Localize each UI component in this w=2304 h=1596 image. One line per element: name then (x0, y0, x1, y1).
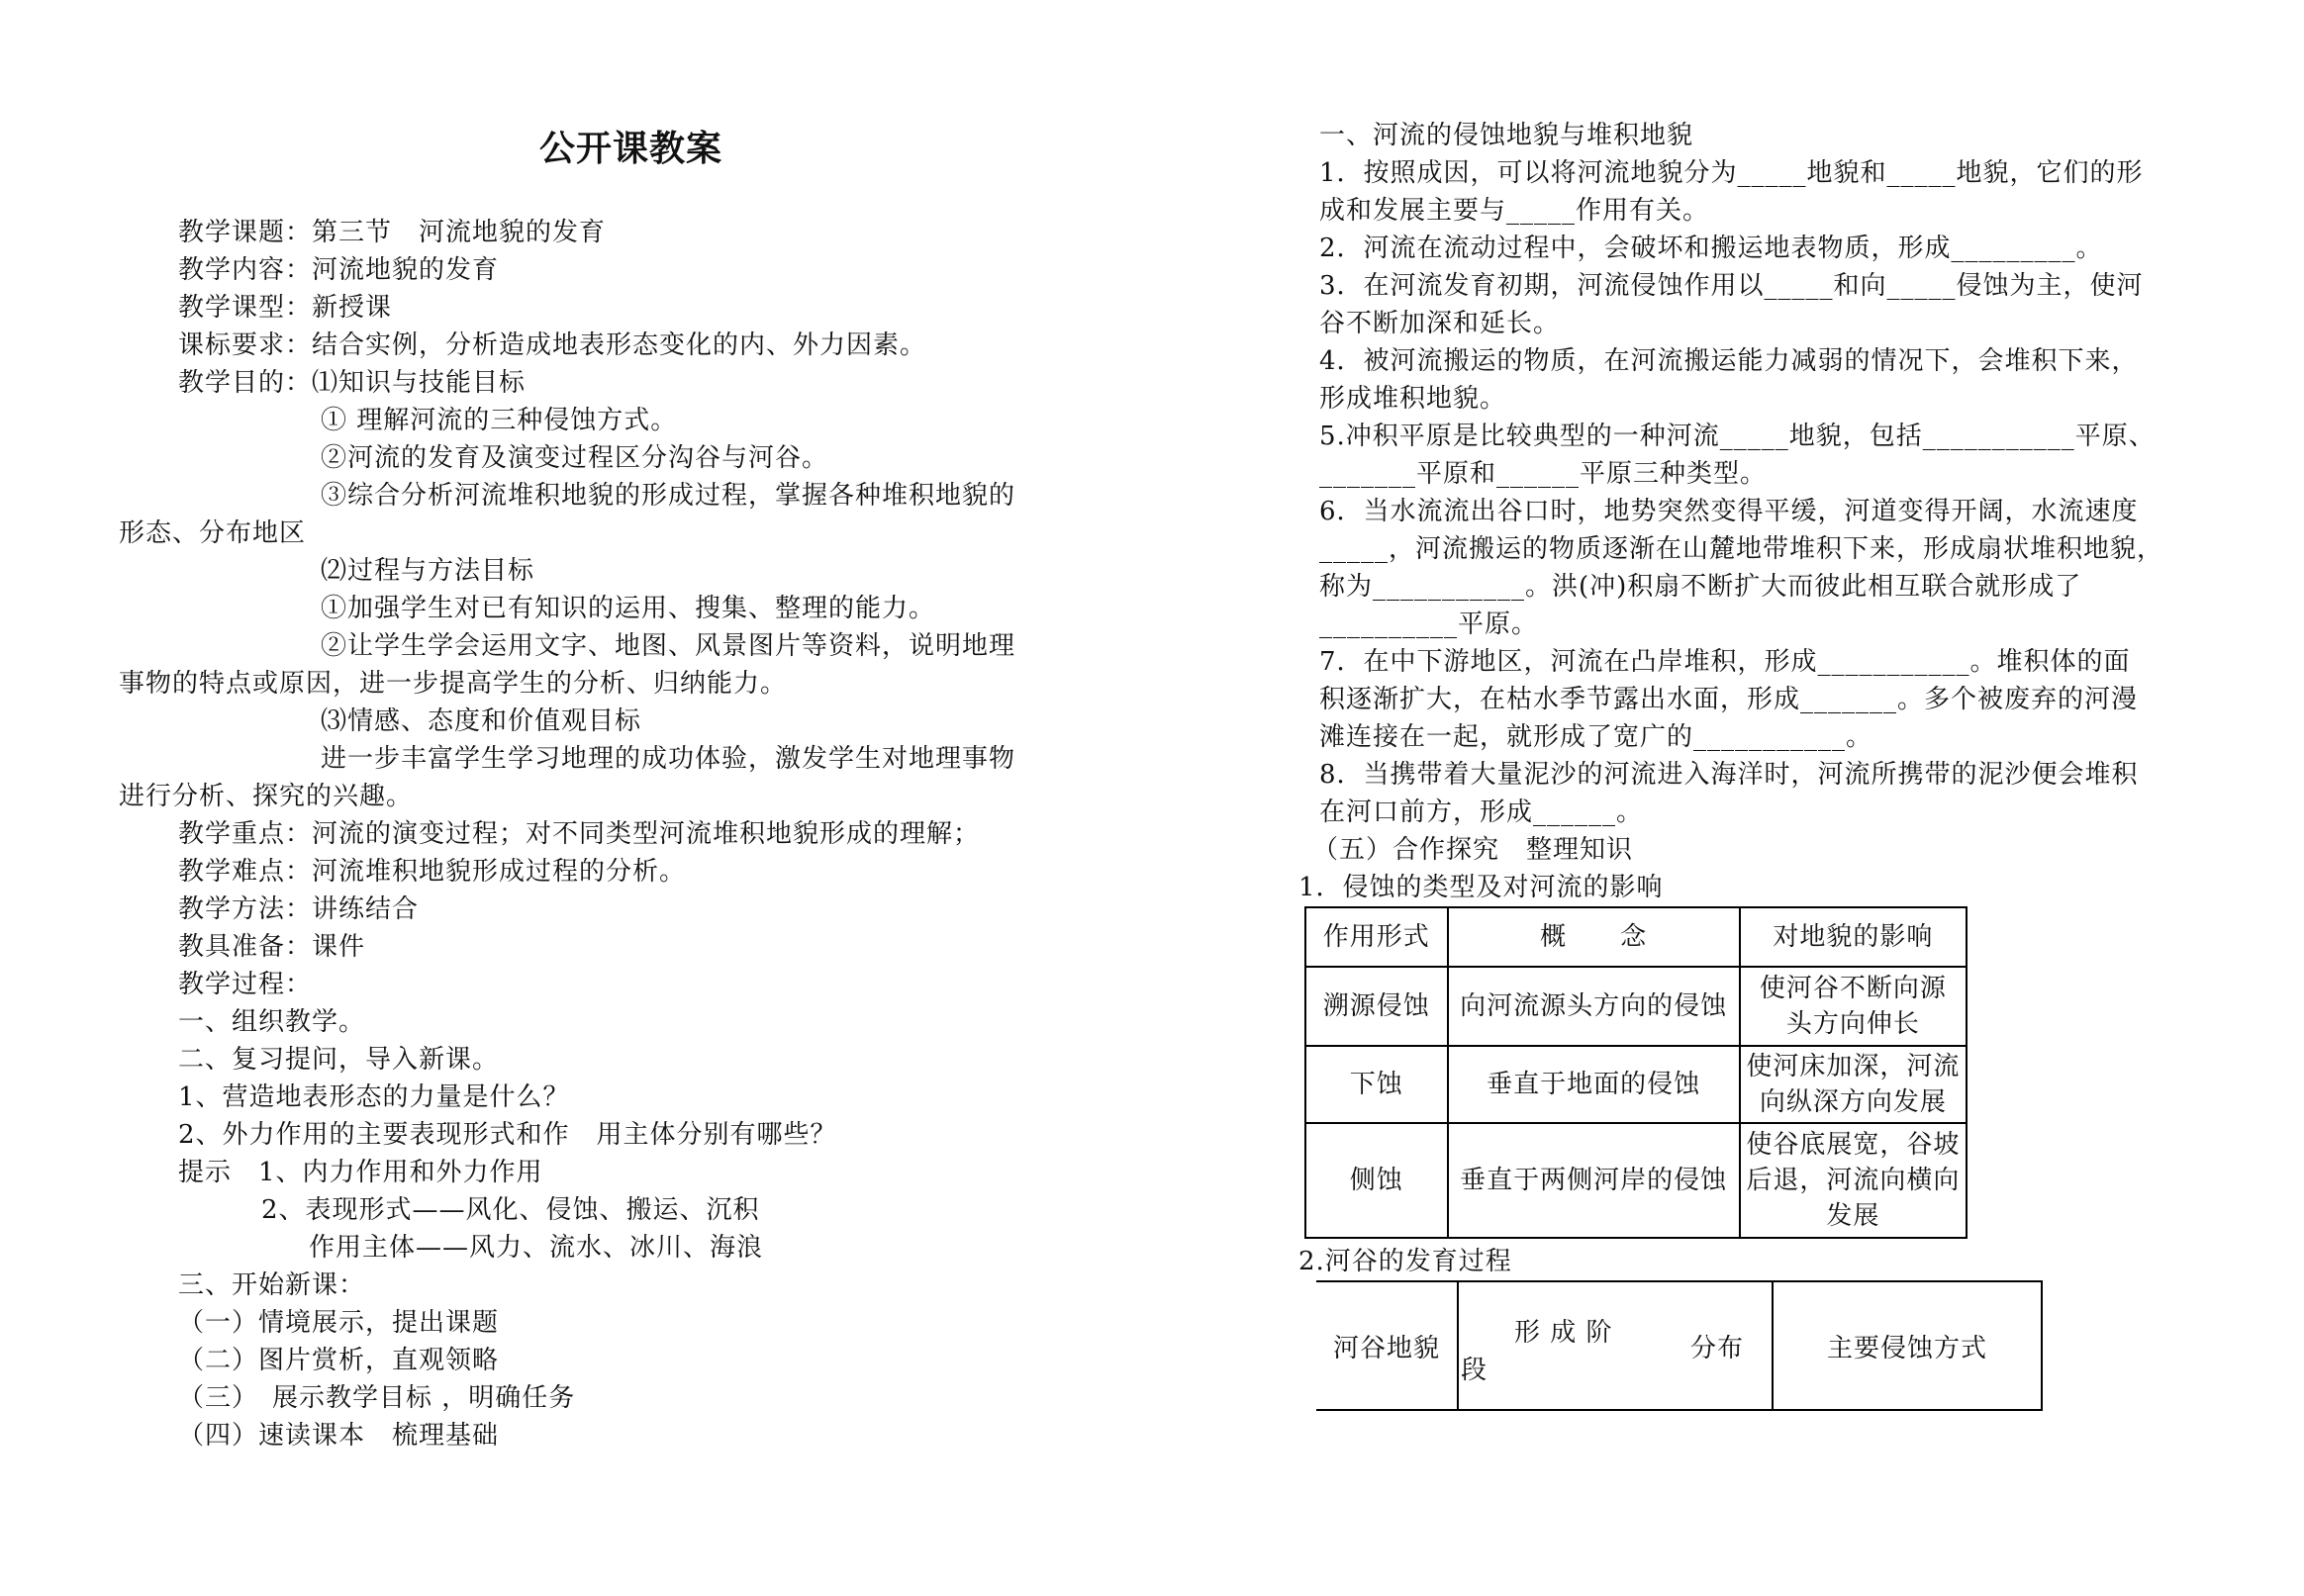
cell-line: 使河床加深，河流 (1746, 1052, 1961, 1081)
goal-heading: ⑶情感、态度和价值观目标 (321, 706, 642, 736)
table-divider (1457, 1282, 1459, 1409)
erosion-table (1304, 906, 1968, 1239)
table-row (1305, 967, 1967, 1046)
table-cell: 向河流源头方向的侵蚀 (1448, 967, 1740, 1046)
question-line: 称为___________。洪(冲)积扇不断扩大而彼此相互联合就形成了 (1319, 572, 2082, 602)
cell-line: 后退，河流向横向 (1746, 1166, 1961, 1195)
question-line: 成和发展主要与_____作用有关。 (1319, 196, 1710, 226)
section-heading: 一、河流的侵蚀地貌与堆积地貌 (1319, 121, 1694, 150)
table-cell (1740, 967, 1967, 1046)
table-row (1305, 1123, 1967, 1238)
table-cell: 溯源侵蚀 (1305, 967, 1448, 1046)
cell-line: 使河谷不断向源 (1759, 974, 1947, 1003)
table-cell: 垂直于地面的侵蚀 (1448, 1046, 1740, 1123)
hint-item: 2、表现形式——风化、侵蚀、搬运、沉积 (261, 1195, 760, 1225)
page-title: 公开课教案 (539, 129, 723, 169)
process-step: 二、复习提问，导入新课。 (178, 1045, 500, 1075)
cell-line: 头方向伸长 (1785, 1009, 1920, 1039)
table-cell: 垂直于两侧河岸的侵蚀 (1448, 1123, 1740, 1238)
question-line: __________平原。 (1319, 610, 1539, 639)
difficult-points: 教学难点：河流堆积地貌形成过程的分析。 (178, 857, 687, 887)
valley-table (1316, 1280, 2043, 1411)
sub-step: （三） 展示教学目标 ，明确任务 (178, 1383, 576, 1413)
table-caption: 2.河谷的发育过程 (1298, 1247, 1512, 1276)
process-step: 三、开始新课： (178, 1270, 366, 1300)
table-row (1305, 1046, 1967, 1123)
table-cell (1740, 1046, 1967, 1123)
goal-item-cont: 进行分析、探究的兴趣。 (119, 782, 414, 811)
teaching-aids: 教具准备：课件 (178, 932, 366, 962)
lesson-type: 教学课型：新授课 (178, 293, 393, 323)
question-line: 3．在河流发育初期，河流侵蚀作用以_____和向_____侵蚀为主，使河 (1319, 271, 2144, 301)
question-line: 滩连接在一起，就形成了宽广的___________。 (1319, 722, 1873, 752)
question-line: 1．按照成因，可以将河流地貌分为_____地貌和_____地貌，它们的形 (1319, 158, 2144, 188)
cell-line: 发展 (1826, 1201, 1880, 1231)
question-line: 5.冲积平原是比较典型的一种河流_____地貌，包括___________平原、 (1319, 422, 2156, 451)
goal-item: ②让学生学会运用文字、地图、风景图片等资料，说明地理 (321, 631, 1016, 661)
hint-item: 作用主体——风力、流水、冰川、海浪 (309, 1233, 764, 1263)
goal-heading: ⑵过程与方法目标 (321, 556, 535, 586)
goal-item-cont: 事物的特点或原因，进一步提高学生的分析、归纳能力。 (119, 669, 788, 699)
review-question: 2、外力作用的主要表现形式和作 用主体分别有哪些？ (178, 1120, 837, 1150)
teaching-process: 教学过程： (178, 970, 313, 999)
key-points: 教学重点：河流的演变过程；对不同类型河流堆积地貌形成的理解； (178, 819, 981, 849)
question-line: 2．河流在流动过程中，会破坏和搬运地表物质，形成_________。 (1319, 234, 2103, 263)
lesson-content: 教学内容：河流地貌的发育 (178, 255, 500, 285)
table-divider (2041, 1282, 2043, 1409)
table-header-row (1305, 907, 1967, 967)
cell-line: 向纵深方向发展 (1759, 1087, 1947, 1117)
table-cell: 下蚀 (1305, 1046, 1448, 1123)
question-line: 7．在中下游地区，河流在凸岸堆积，形成___________。堆积体的面 (1319, 647, 2131, 677)
table-header: 作用形式 (1305, 907, 1448, 967)
table-header: 河谷地貌 (1332, 1334, 1440, 1363)
question-line: _____，河流搬运的物质逐渐在山麓地带堆积下来，形成扇状堆积地貌， (1319, 534, 2164, 564)
sub-step: （四）速读课本 梳理基础 (178, 1421, 500, 1451)
question-line: 8．当携带着大量泥沙的河流进入海洋时，河流所携带的泥沙便会堆积 (1319, 760, 2139, 790)
goal-item: ②河流的发育及演变过程区分沟谷与河谷。 (321, 443, 829, 473)
cell-line: 使谷底展宽，谷坡 (1746, 1130, 1961, 1160)
goal-item: ① 理解河流的三种侵蚀方式。 (321, 406, 678, 435)
goal-item: ③综合分析河流堆积地貌的形成过程，掌握各种堆积地貌的 (321, 481, 1016, 511)
goal-item: 进一步丰富学生学习地理的成功体验，激发学生对地理事物 (321, 744, 1016, 774)
teaching-goals: 教学目的：⑴知识与技能目标 (178, 368, 527, 398)
table-header: 段 (1461, 1356, 1488, 1385)
review-question: 1、营造地表形态的力量是什么？ (178, 1082, 570, 1112)
question-line: 形成堆积地貌。 (1319, 384, 1507, 414)
table-header: 概 念 (1448, 907, 1740, 967)
section-heading: （五）合作探究 整理知识 (1312, 835, 1634, 865)
table-cell (1740, 1123, 1967, 1238)
question-line: 在河口前方，形成______。 (1319, 798, 1644, 827)
question-line: _______平原和______平原三种类型。 (1319, 459, 1768, 489)
question-line: 谷不断加深和延长。 (1319, 309, 1561, 338)
goal-item: ①加强学生对已有知识的运用、搜集、整理的能力。 (321, 594, 936, 623)
table-caption: 1．侵蚀的类型及对河流的影响 (1298, 873, 1664, 902)
hint: 提示 1、内力作用和外力作用 (178, 1158, 543, 1187)
process-step: 一、组织教学。 (178, 1007, 366, 1037)
table-header: 对地貌的影响 (1740, 907, 1967, 967)
question-line: 6．当水流流出谷口时，地势突然变得平缓，河道变得开阔，水流速度 (1319, 497, 2139, 526)
table-header: 主要侵蚀方式 (1826, 1334, 1987, 1363)
goal-item-cont: 形态、分布地区 (119, 518, 307, 548)
table-header: 分布 (1690, 1334, 1745, 1363)
lesson-topic: 教学课题：第三节 河流地貌的发育 (178, 218, 607, 247)
table-cell: 侧蚀 (1305, 1123, 1448, 1238)
teaching-method: 教学方法：讲练结合 (178, 894, 420, 924)
sub-step: （一）情境展示，提出课题 (178, 1308, 500, 1338)
question-line: 积逐渐扩大，在枯水季节露出水面，形成_______。多个被废弃的河漫 (1319, 685, 2139, 714)
question-line: 4．被河流搬运的物质，在河流搬运能力减弱的情况下，会堆积下来， (1319, 346, 2139, 376)
curriculum-requirement: 课标要求：结合实例，分析造成地表形态变化的内、外力因素。 (178, 330, 927, 360)
sub-step: （二）图片赏析，直观领略 (178, 1346, 500, 1375)
table-header: 形 成 阶 (1514, 1318, 1613, 1348)
